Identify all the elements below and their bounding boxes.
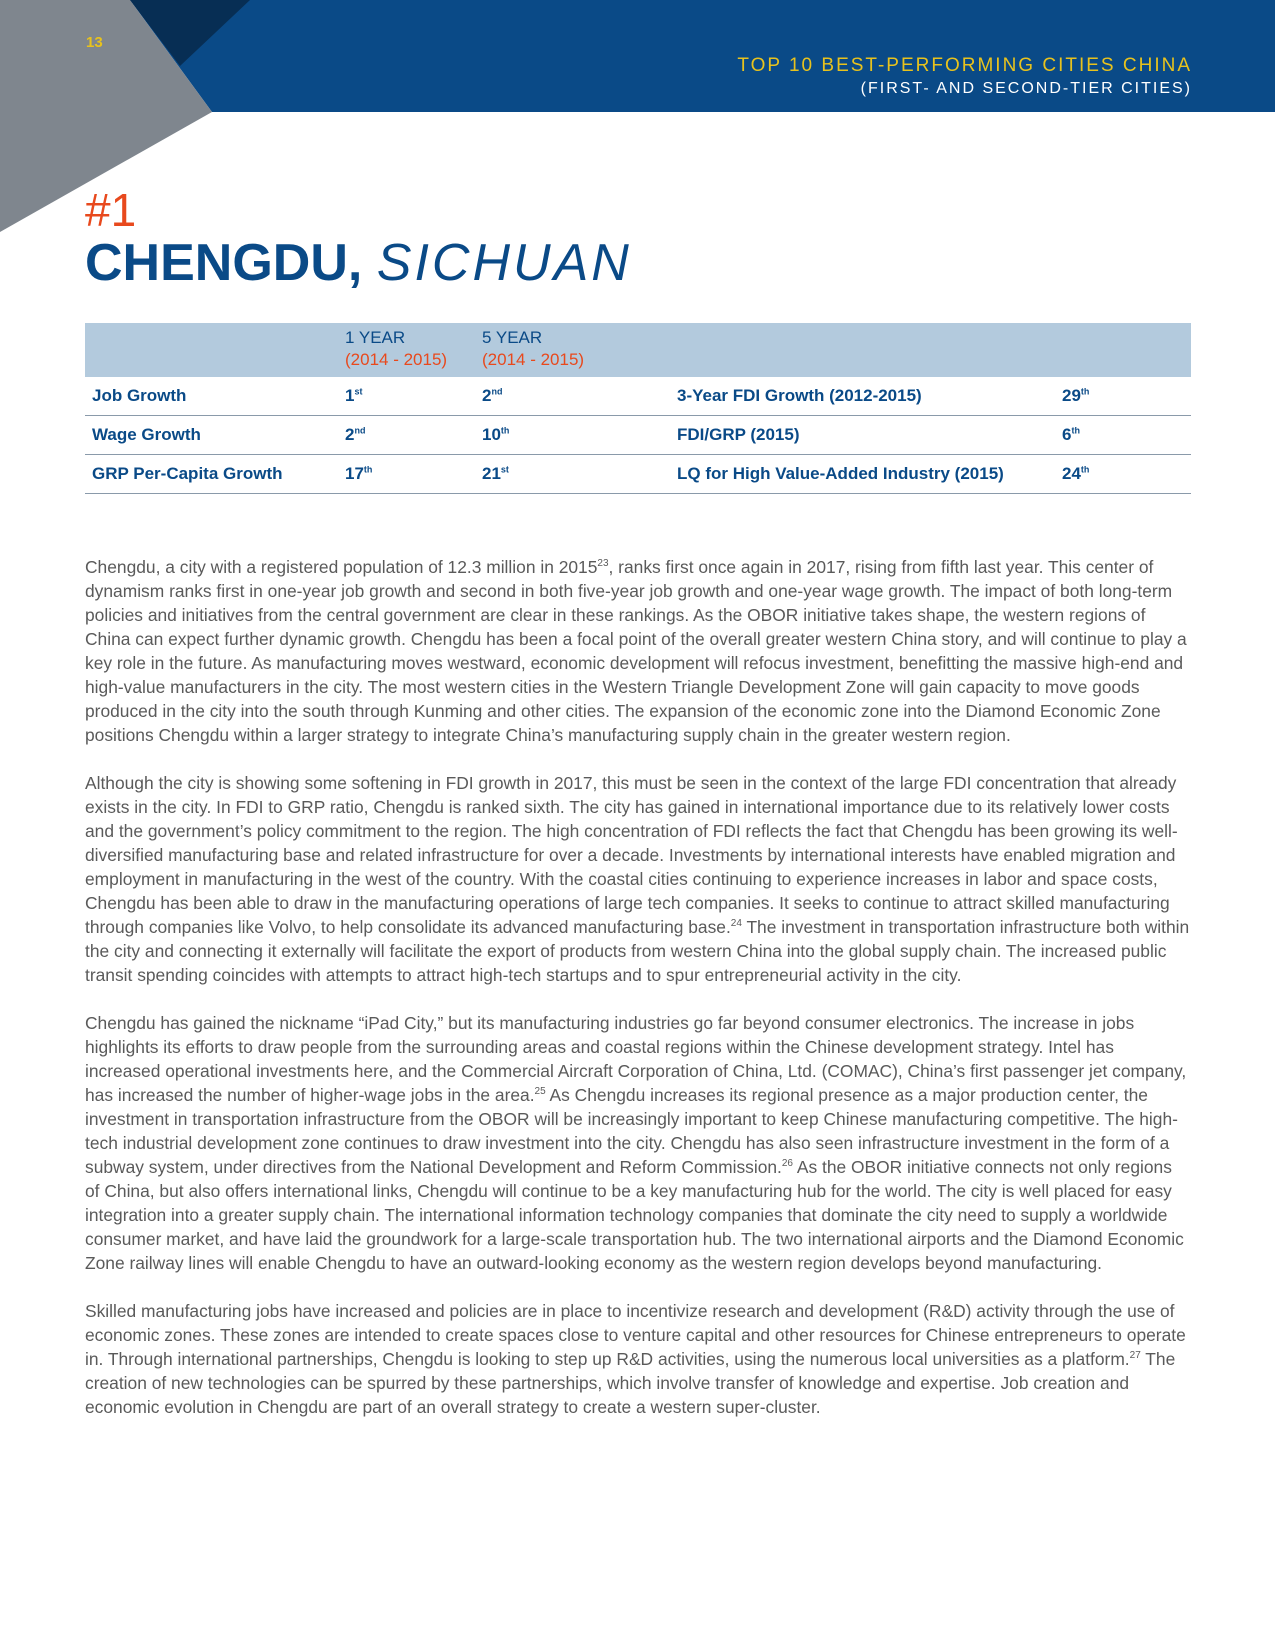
footnote-ref: 27 <box>1129 1350 1141 1362</box>
province-name: SICHUAN <box>376 234 632 292</box>
row-1-year-rank <box>345 377 482 416</box>
paragraph-3 <box>85 1011 1191 1275</box>
city-title <box>85 233 632 293</box>
row-5-year-rank <box>482 416 677 455</box>
header-blank-3 <box>1062 323 1191 377</box>
table-row <box>85 377 1191 416</box>
article-body <box>85 555 1191 1443</box>
row-label: Wage Growth <box>85 416 345 455</box>
row-metric: LQ for High Value-Added Industry (2015) <box>677 455 1062 494</box>
row-5-year-rank <box>482 455 677 494</box>
rank-value: 29 <box>1062 386 1081 405</box>
row-1-year-rank <box>345 416 482 455</box>
row-5-year-rank <box>482 377 677 416</box>
row-label: Job Growth <box>85 377 345 416</box>
header-1-year <box>345 323 482 377</box>
footnote-ref: 26 <box>781 1158 793 1170</box>
city-rank: #1 <box>85 184 137 236</box>
text-run: Chengdu, a city with a registered population of 12.3 million in 2015 <box>85 557 598 577</box>
row-metric: FDI/GRP (2015) <box>677 416 1062 455</box>
text-run: Although the city is showing some softening in FDI growth in 2017, this must be seen in the context of the large FDI concentration that already exists in the city. In FDI to GRP ratio, Chengdu is ranked sixth. The city has gained in international importance due to its relatively lower costs and the government’s policy commitment to the region. The high concentration of FDI reflects the fact that Chengdu has been growing its well-diversified manufacturing base and related infrastructure for over a decade. Investments by international interests have enabled migration and employment in manufacturing in the west of the country. With the coastal cities continuing to experience increases in labor and space costs, Chengdu has been able to draw in the manufacturing operations of large tech companies. It seeks to continue to attract skilled manufacturing through companies like Volvo, to help consolidate its advanced manufacturing base. <box>85 773 1178 937</box>
rank-value: 17 <box>345 464 364 483</box>
rank-value: 24 <box>1062 464 1081 483</box>
rank-suffix: st <box>500 464 509 475</box>
rank-value: 2 <box>482 386 492 405</box>
rankings-table <box>85 323 1191 494</box>
row-metric-rank <box>1062 416 1191 455</box>
header-5-year-label: 5 YEAR <box>482 328 543 347</box>
rank-suffix: st <box>354 386 363 397</box>
row-1-year-rank <box>345 455 482 494</box>
row-metric: 3-Year FDI Growth (2012-2015) <box>677 377 1062 416</box>
rank-value: 6 <box>1062 425 1072 444</box>
text-run: As Chengdu increases its regional presence as a major production center, the investment in transportation infrastructure from the OBOR will be increasingly important to keep Chinese manufacturing competitive. The high-tech industrial development zone continues to draw investment into the city. Chengdu has also seen infrastructure investment in the form of a subway system, under directives from the National Development and Reform Commission. <box>85 1085 1178 1177</box>
footnote-ref: 23 <box>597 558 609 570</box>
rank-value: 10 <box>482 425 501 444</box>
header-5-year <box>482 323 677 377</box>
table-row <box>85 455 1191 494</box>
rank-value: 1 <box>345 386 355 405</box>
header-1-year-range: (2014 - 2015) <box>345 350 448 369</box>
header-blank <box>85 323 345 377</box>
footnote-ref: 25 <box>534 1086 546 1098</box>
rank-suffix: th <box>363 464 373 475</box>
text-run: Skilled manufacturing jobs have increased and policies are in place to incentivize research and development (R&D) activity through the use of economic zones. These zones are intended to create spaces close to venture capital and other resources for Chinese entrepreneurs to operate in. Through international partnerships, Chengdu is looking to step up R&D activities, using the numerous local universities as a platform. <box>85 1301 1186 1369</box>
text-run: The investment in transportation infrastructure both within the city and connecting it externally will facilitate the export of products from western China into the global supply chain. The increased public transit spending coincides with attempts to attract high-tech startups and to spur entrepreneurial activity in the city. <box>85 917 1190 985</box>
rank-suffix: nd <box>354 425 366 436</box>
header-1-year-label: 1 YEAR <box>345 328 406 347</box>
report-subtitle: (FIRST- AND SECOND-TIER CITIES) <box>860 80 1192 97</box>
table-header-row <box>85 323 1191 377</box>
rank-suffix: th <box>1071 425 1080 436</box>
footnote-ref: 24 <box>730 918 742 930</box>
text-run: Chengdu has gained the nickname “iPad City,” but its manufacturing industries go far beyond consumer electronics. The increase in jobs highlights its efforts to draw people from the surrounding areas and coastal regions within the Chinese development strategy. Intel has increased operational investments here, and the Commercial Aircraft Corporation of China, Ltd. (COMAC), China’s first passenger jet company, has increased the number of higher-wage jobs in the area. <box>85 1013 1187 1105</box>
rank-value: 21 <box>482 464 501 483</box>
rank-value: 2 <box>345 425 355 444</box>
header-5-year-range: (2014 - 2015) <box>482 350 585 369</box>
paragraph-2 <box>85 771 1191 987</box>
text-run: , ranks first once again in 2017, rising from fifth last year. This center of dynamism ranks first in one-year job growth and second in both five-year job growth and one-year wage growth. The impact of both long-term policies and initiatives from the central government are clear in these rankings. As the OBOR initiative takes shape, the western regions of China can expect further dynamic growth. Chengdu has been a focal point of the overall greater western China story, and will continue to play a key role in the future. As manufacturing moves westward, economic development will refocus investment, benefitting the massive high-end and high-value manufacturers in the city. The most western cities in the Western Triangle Development Zone will gain capacity to move goods produced in the city into the south through Kunming and other cities. The expansion of the economic zone into the Diamond Economic Zone positions Chengdu within a larger strategy to integrate China’s manufacturing supply chain in the greater western region. <box>85 557 1187 745</box>
rank-suffix: th <box>1080 386 1090 397</box>
city-name: CHENGDU, <box>85 234 363 292</box>
rank-suffix: th <box>500 425 510 436</box>
row-metric-rank <box>1062 455 1191 494</box>
header-banner <box>0 0 1275 240</box>
header-blank-2 <box>677 323 1062 377</box>
table-row <box>85 416 1191 455</box>
text-run: As the OBOR initiative connects not only regions of China, but also offers international links, Chengdu will continue to be a key manufacturing hub for the world. The city is well placed for easy integration into a greater supply chain. The international information technology companies that dominate the city need to supply a worldwide consumer market, and have laid the groundwork for a large-scale transportation hub. The two international airports and the Diamond Economic Zone railway lines will enable Chengdu to have an outward-looking economy as the western region develops beyond manufacturing. <box>85 1157 1184 1273</box>
row-label: GRP Per-Capita Growth <box>85 455 345 494</box>
report-title: TOP 10 BEST-PERFORMING CITIES CHINA <box>737 55 1192 76</box>
rank-suffix: nd <box>491 386 503 397</box>
row-metric-rank <box>1062 377 1191 416</box>
paragraph-1 <box>85 555 1191 747</box>
page-number: 13 <box>86 34 103 51</box>
text-run: The creation of new technologies can be spurred by these partnerships, which involve transfer of knowledge and expertise. Job creation and economic evolution in Chengdu are part of an overall strategy to create a western super-cluster. <box>85 1349 1176 1417</box>
rank-suffix: th <box>1080 464 1090 475</box>
paragraph-4 <box>85 1299 1191 1419</box>
